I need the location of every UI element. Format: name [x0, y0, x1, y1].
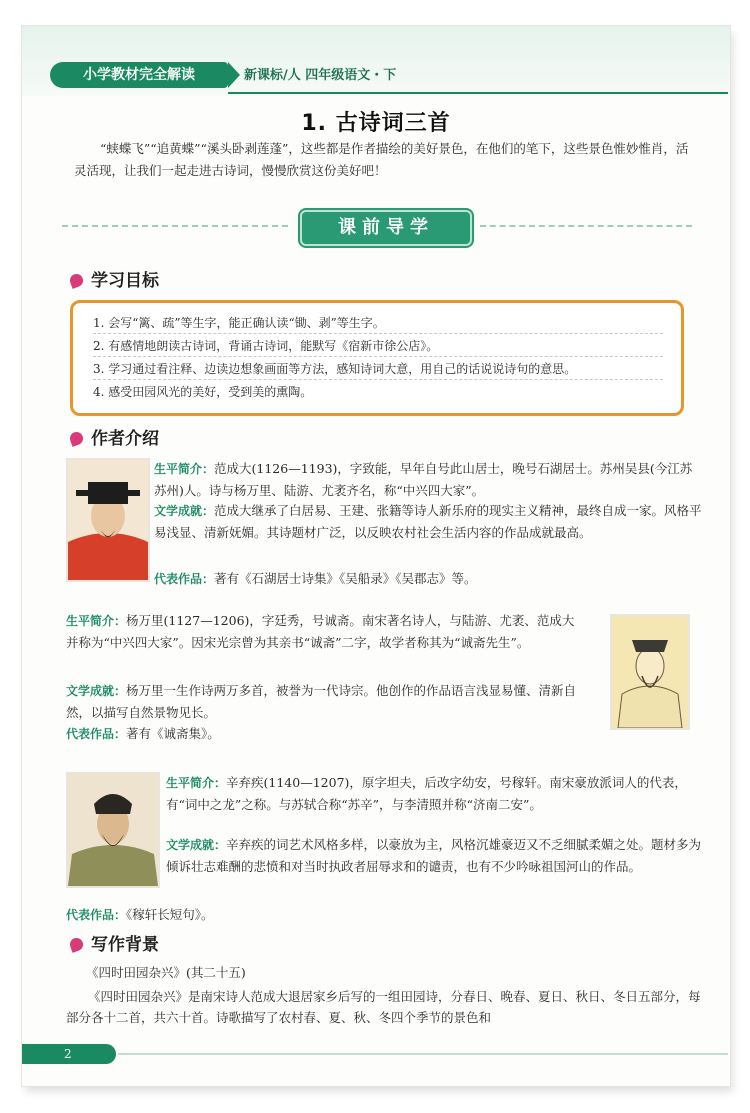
author-3-works: [66, 904, 686, 926]
series-badge: 小学教材完全解读: [50, 62, 228, 88]
lesson-title: 1. 古诗词三首: [301, 111, 451, 136]
footer-rule: [118, 1053, 728, 1055]
works-label: 代表作品：: [154, 572, 215, 586]
bullet-icon: [68, 936, 85, 953]
author-1-life: [154, 458, 704, 501]
life-label: 生平简介：: [66, 614, 127, 628]
author-2-achievement: [66, 680, 586, 723]
author-3-achievement: [166, 834, 704, 877]
goal-item: 4. 感受田园风光的美好，受到美的熏陶。: [93, 385, 313, 399]
portrait-fan-chengda: [66, 458, 150, 582]
life-label: 生平简介：: [166, 776, 227, 790]
works-text: 《稼轩长短句》。: [126, 907, 214, 922]
works-text: 著有《诚斋集》。: [126, 726, 220, 741]
goal-item: 3. 学习通过看注释、边读边想象画面等方法，感知诗词大意，用自己的话说说诗句的意思。: [93, 359, 663, 380]
author-3-life: [166, 772, 704, 815]
life-text: 杨万里(1127—1206)，字廷秀，号诚斋。南宋著名诗人，与陆游、尤袤、范成大并称为“中兴四大家”。因宋光宗曾为其亲书“诚斋”二字，故学者称其为“诚斋先生”。: [66, 613, 575, 650]
background-paragraph: 《四时田园杂兴》是南宋诗人范成大退居家乡后写的一组田园诗，分春日、晚春、夏日、秋日、冬日五部分，每部分各十二首，共六十首。诗歌描写了农村春、夏、秋、冬四个季节的景色和: [66, 989, 701, 1025]
page-number: 2: [46, 1044, 116, 1064]
background-heading: [70, 930, 159, 955]
authors-heading-text: 作者介绍: [91, 429, 159, 449]
portrait-xin-qiji: [66, 772, 160, 888]
background-heading-text: 写作背景: [91, 935, 159, 955]
life-text: 辛弃疾(1140—1207)，原字坦夫，后改字幼安，号稼轩。南宋豪放派词人的代表，有“词中之龙”之称。与苏轼合称“苏辛”，与李清照并称“济南二安”。: [166, 775, 687, 812]
goal-item: 2. 有感情地朗读古诗词，背诵古诗词，能默写《宿新市徐公店》。: [93, 336, 663, 357]
page-number-tab: [22, 1044, 48, 1064]
achievement-text: 杨万里一生作诗两万多首，被誉为一代诗宗。他创作的作品语言浅显易懂、清新自然，以描写自然景物见长。: [66, 683, 577, 720]
portrait-yang-wanli: [610, 614, 690, 730]
authors-heading: [70, 424, 159, 449]
achievement-label: 文学成就：: [154, 504, 215, 518]
banner-divider-left: [62, 225, 288, 227]
goals-box: [70, 300, 684, 416]
banner-label: 课前导学: [300, 210, 472, 246]
bullet-icon: [68, 430, 85, 447]
header-subtitle: 新课标/人 四年级语文・下: [244, 68, 397, 83]
author-1-achievement: [154, 500, 704, 543]
works-text: 著有《石湖居士诗集》《吴船录》《吴郡志》等。: [214, 571, 477, 586]
bullet-icon: [68, 272, 85, 289]
poem-title: 《四时田园杂兴》(其二十五): [86, 965, 246, 980]
author-2-life: [66, 610, 586, 653]
works-label: 代表作品：: [66, 908, 127, 922]
achievement-label: 文学成就：: [166, 838, 227, 852]
achievement-text: 范成大继承了白居易、王建、张籍等诗人新乐府的现实主义精神，最终自成一家。风格平易浅显、清新妩媚。其诗题材广泛，以反映农村社会生活内容的作品成就最高。: [154, 503, 702, 540]
life-text: 范成大(1126—1193)，字致能，早年自号此山居士，晚号石湖居士。苏州吴县(今江苏苏州)人。诗与杨万里、陆游、尤袤齐名，称“中兴四大家”。: [154, 461, 693, 498]
achievement-text: 辛弃疾的词艺术风格多样，以豪放为主，风格沉雄豪迈又不乏细腻柔媚之处。题材多为倾诉壮志难酬的悲愤和对当时执政者屈辱求和的谴责，也有不少吟咏祖国河山的作品。: [166, 837, 702, 874]
goal-item: 1. 会写“篱、疏”等生字，能正确认读“锄、剥”等生字。: [93, 313, 663, 334]
works-label: 代表作品：: [66, 727, 127, 741]
author-1-works: [154, 568, 704, 590]
lesson-intro: “蛱蝶飞”“追黄蝶”“溪头卧剥莲蓬”，这些都是作者描绘的美好景色，在他们的笔下，这些景色惟妙惟肖，活灵活现，让我们一起走进古诗词，慢慢欣赏这份美好吧！: [74, 141, 689, 178]
achievement-label: 文学成就：: [66, 684, 127, 698]
banner-divider-right: [480, 225, 692, 227]
section-banner: [62, 210, 692, 242]
author-2-works: [66, 723, 586, 745]
goals-heading-text: 学习目标: [91, 271, 159, 291]
textbook-page: [22, 26, 730, 1086]
header-rule: [228, 92, 728, 94]
goals-heading: [70, 266, 159, 291]
life-label: 生平简介：: [154, 462, 215, 476]
